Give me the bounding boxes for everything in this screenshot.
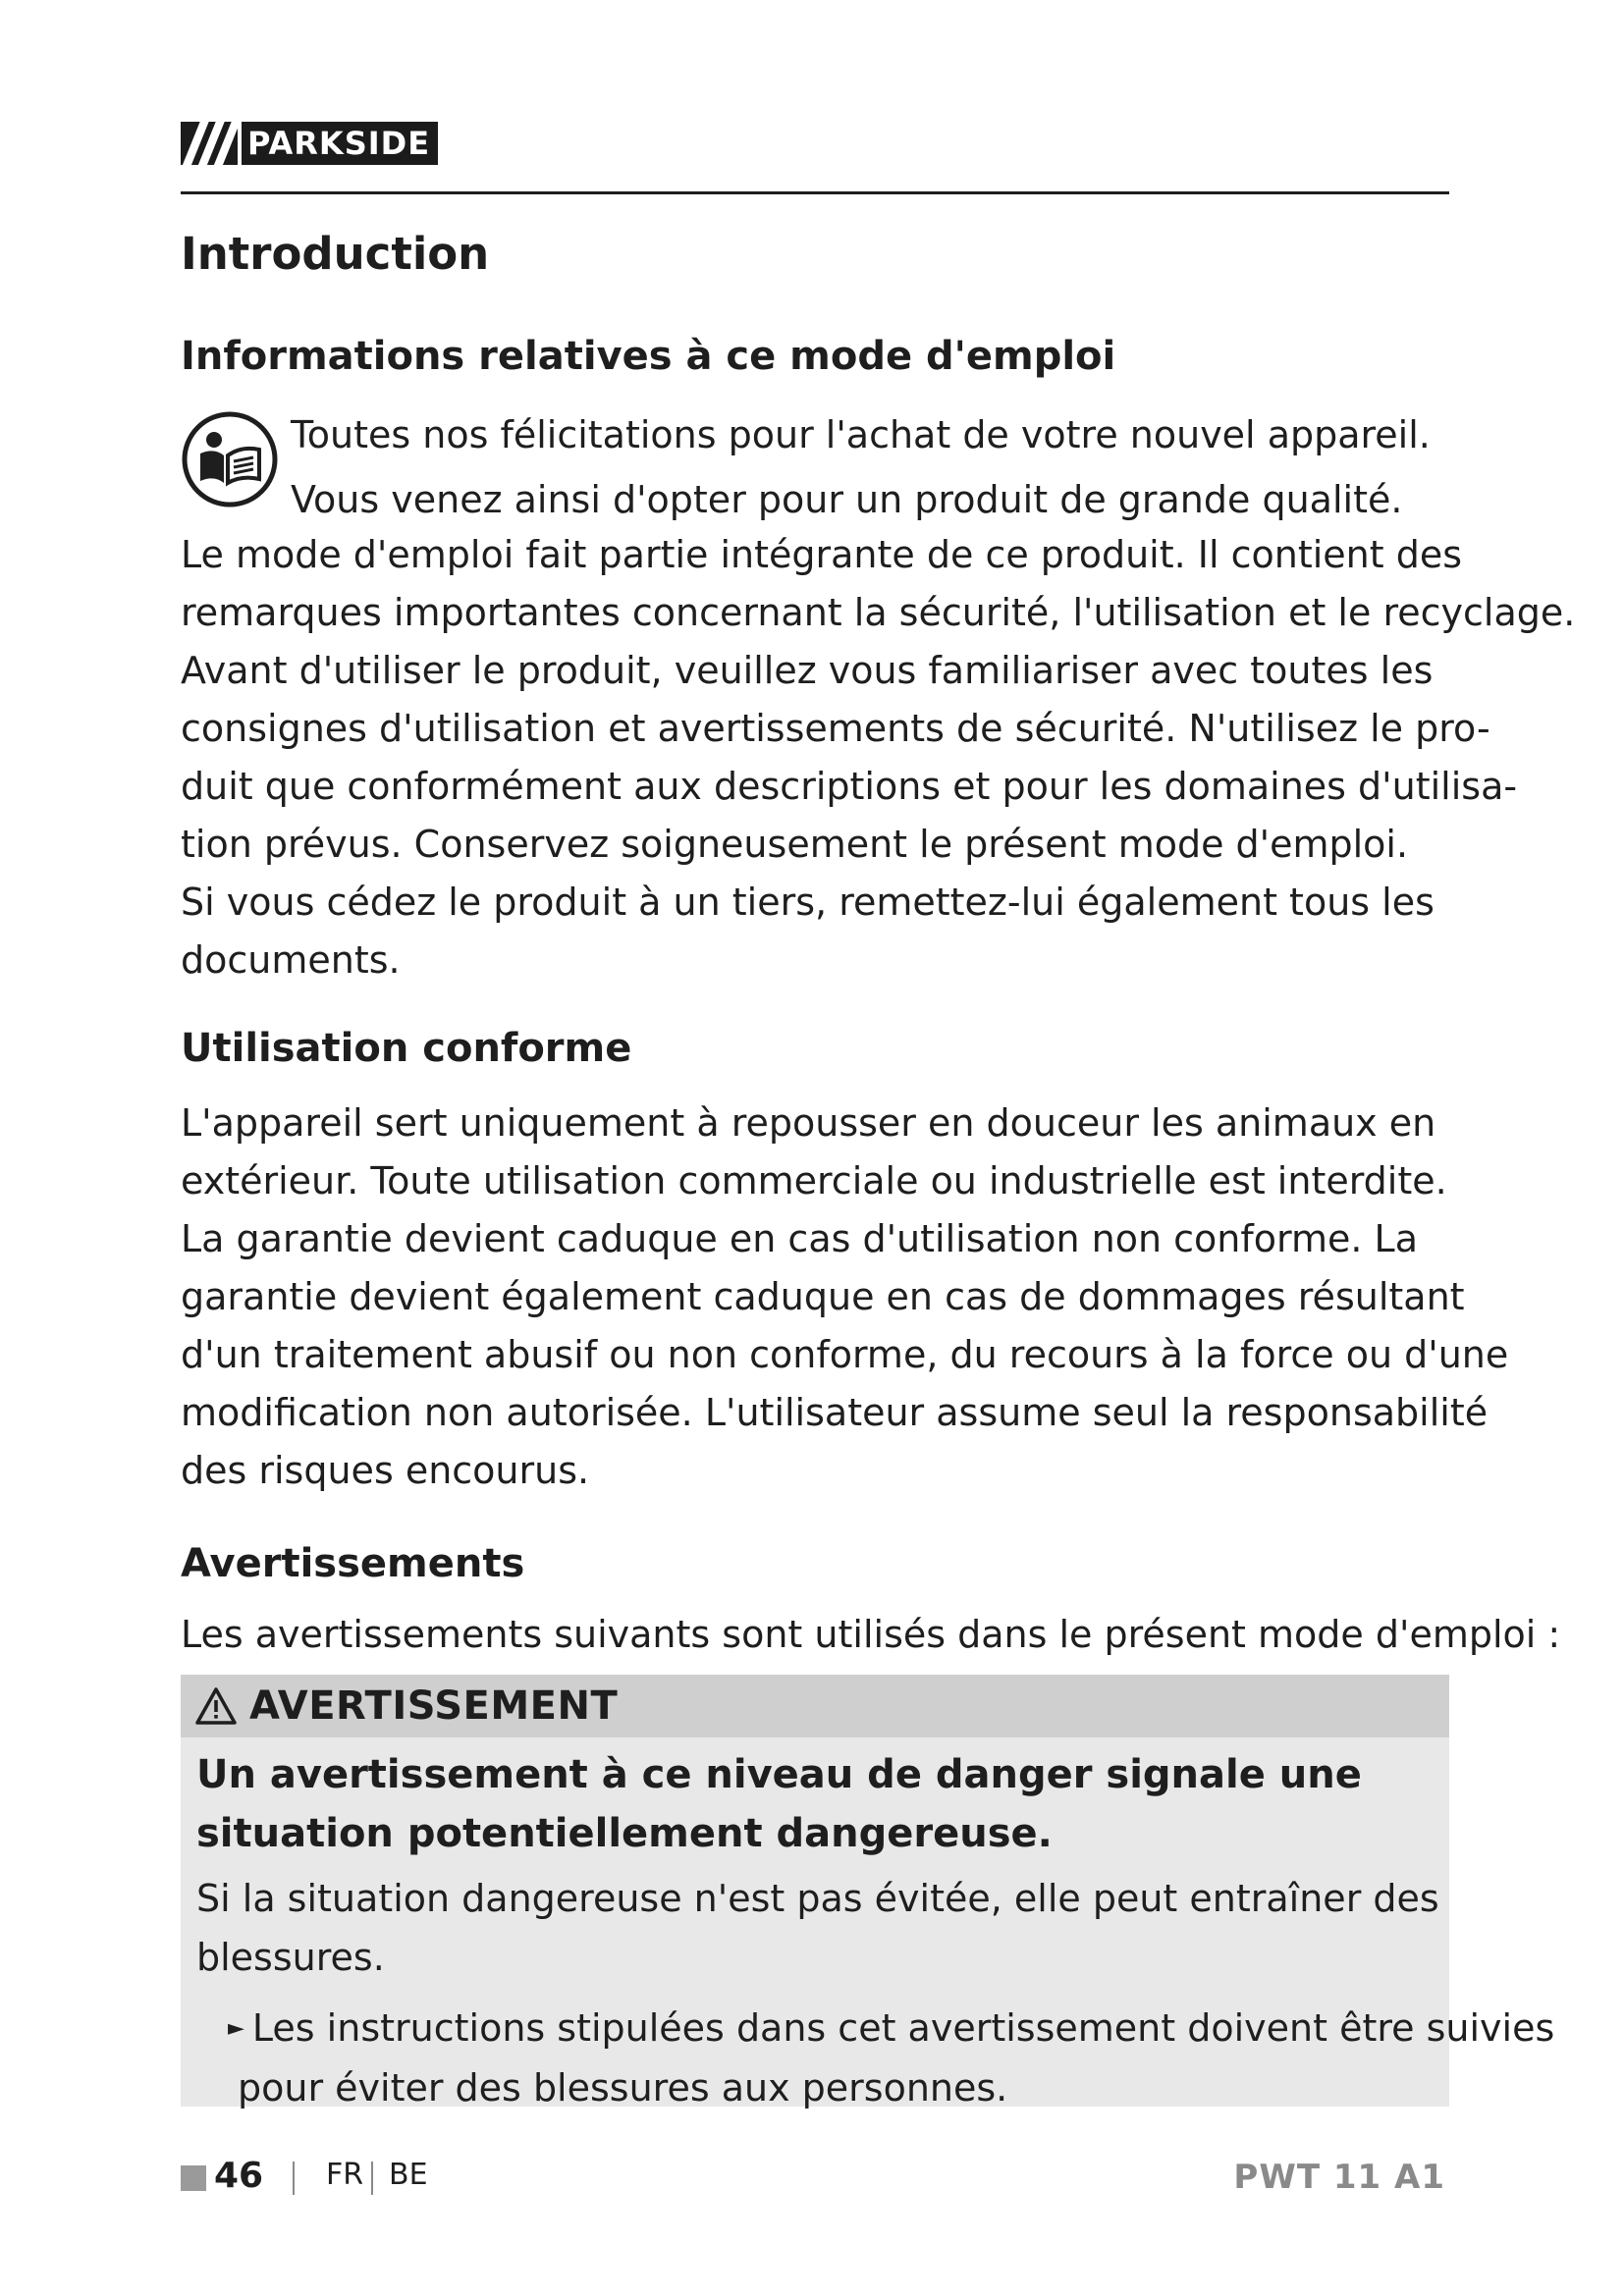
heading-use: Utilisation conforme — [181, 1026, 632, 1071]
text-line: remarques importantes concernant la sécurité, l'utilisation et le recyclage. — [181, 591, 1576, 634]
heading-warnings: Avertissements — [181, 1541, 525, 1586]
text-line: garantie devient également caduque en cas de dommages résultant — [181, 1275, 1465, 1318]
text-line: Un avertissement à ce niveau de danger signale une — [196, 1752, 1362, 1797]
warning-signal-text — [196, 1745, 1362, 1863]
read-manual-icon — [181, 410, 279, 508]
footer-square-icon — [181, 2165, 206, 2191]
text-line: d'un traitement abusif ou non conforme, du recours à la force ou d'une — [181, 1333, 1509, 1376]
text-line: duit que conformément aux descriptions et pour les domaines d'utilisa- — [181, 765, 1518, 808]
info-paragraph — [181, 526, 1576, 989]
warning-body-text — [196, 1869, 1439, 1987]
text-line: blessures. — [196, 1936, 385, 1979]
text-line: des risques encourus. — [181, 1449, 590, 1492]
text-line: Si la situation dangereuse n'est pas évitée, elle peut entraîner des — [196, 1877, 1439, 1920]
parkside-logo — [181, 122, 438, 165]
text-line: L'appareil sert uniquement à repousser en douceur les animaux en — [181, 1101, 1436, 1145]
page-footer — [181, 2154, 1449, 2203]
text-line: Si vous cédez le produit à un tiers, remettez-lui également tous les — [181, 881, 1435, 924]
heading-info: Informations relatives à ce mode d'emploi — [181, 334, 1116, 379]
intro-line: Toutes nos félicitations pour l'achat de votre nouvel appareil. — [291, 413, 1431, 456]
footer-lang-2: BE — [389, 2158, 428, 2192]
warning-header — [181, 1675, 1449, 1737]
warning-title: AVERTISSEMENT — [249, 1683, 619, 1729]
use-paragraph — [181, 1095, 1509, 1500]
page-number: 46 — [214, 2156, 264, 2196]
text-line: modification non autorisée. L'utilisateur assume seul la responsabilité — [181, 1391, 1489, 1434]
intro-line: Vous venez ainsi d'opter pour un produit de grande qualité. — [291, 478, 1403, 521]
logo-slashes-icon — [181, 122, 238, 165]
text-line: Le mode d'emploi fait partie intégrante de ce produit. Il contient des — [181, 533, 1463, 576]
text-line: extérieur. Toute utilisation commerciale ou industrielle est interdite. — [181, 1159, 1447, 1202]
logo-text: PARKSIDE — [242, 122, 438, 165]
page-title: Introduction — [181, 228, 490, 280]
text-line: Avant d'utiliser le produit, veuillez vous familiariser avec toutes les — [181, 649, 1434, 692]
warning-box — [181, 1675, 1555, 2109]
text-line: documents. — [181, 938, 401, 982]
text-line: Les instructions stipulées dans cet avertissement doivent être suivies — [251, 2006, 1555, 2050]
header-rule — [181, 191, 1449, 194]
text-line: tion prévus. Conservez soigneusement le présent mode d'emploi. — [181, 823, 1409, 866]
warning-instruction — [228, 1999, 1554, 2117]
model-number: PWT 11 A1 — [1233, 2158, 1445, 2197]
text-line: pour éviter des blessures aux personnes. — [238, 2066, 1008, 2109]
text-line: consignes d'utilisation et avertissements de sécurité. N'utilisez le pro- — [181, 707, 1490, 750]
intro-text — [291, 402, 1431, 532]
warning-triangle-icon — [194, 1686, 238, 1726]
footer-separator — [371, 2162, 373, 2195]
footer-separator — [293, 2162, 295, 2195]
text-line: situation potentiellement dangereuse. — [196, 1811, 1053, 1856]
text-line: Les avertissements suivants sont utilisés dans le présent mode d'emploi : — [181, 1613, 1561, 1656]
text-line: La garantie devient caduque en cas d'utilisation non conforme. La — [181, 1217, 1418, 1260]
arrow-bullet-icon: ► — [228, 2016, 244, 2041]
warnings-intro — [181, 1606, 1561, 1664]
footer-lang-1: FR — [326, 2158, 364, 2192]
